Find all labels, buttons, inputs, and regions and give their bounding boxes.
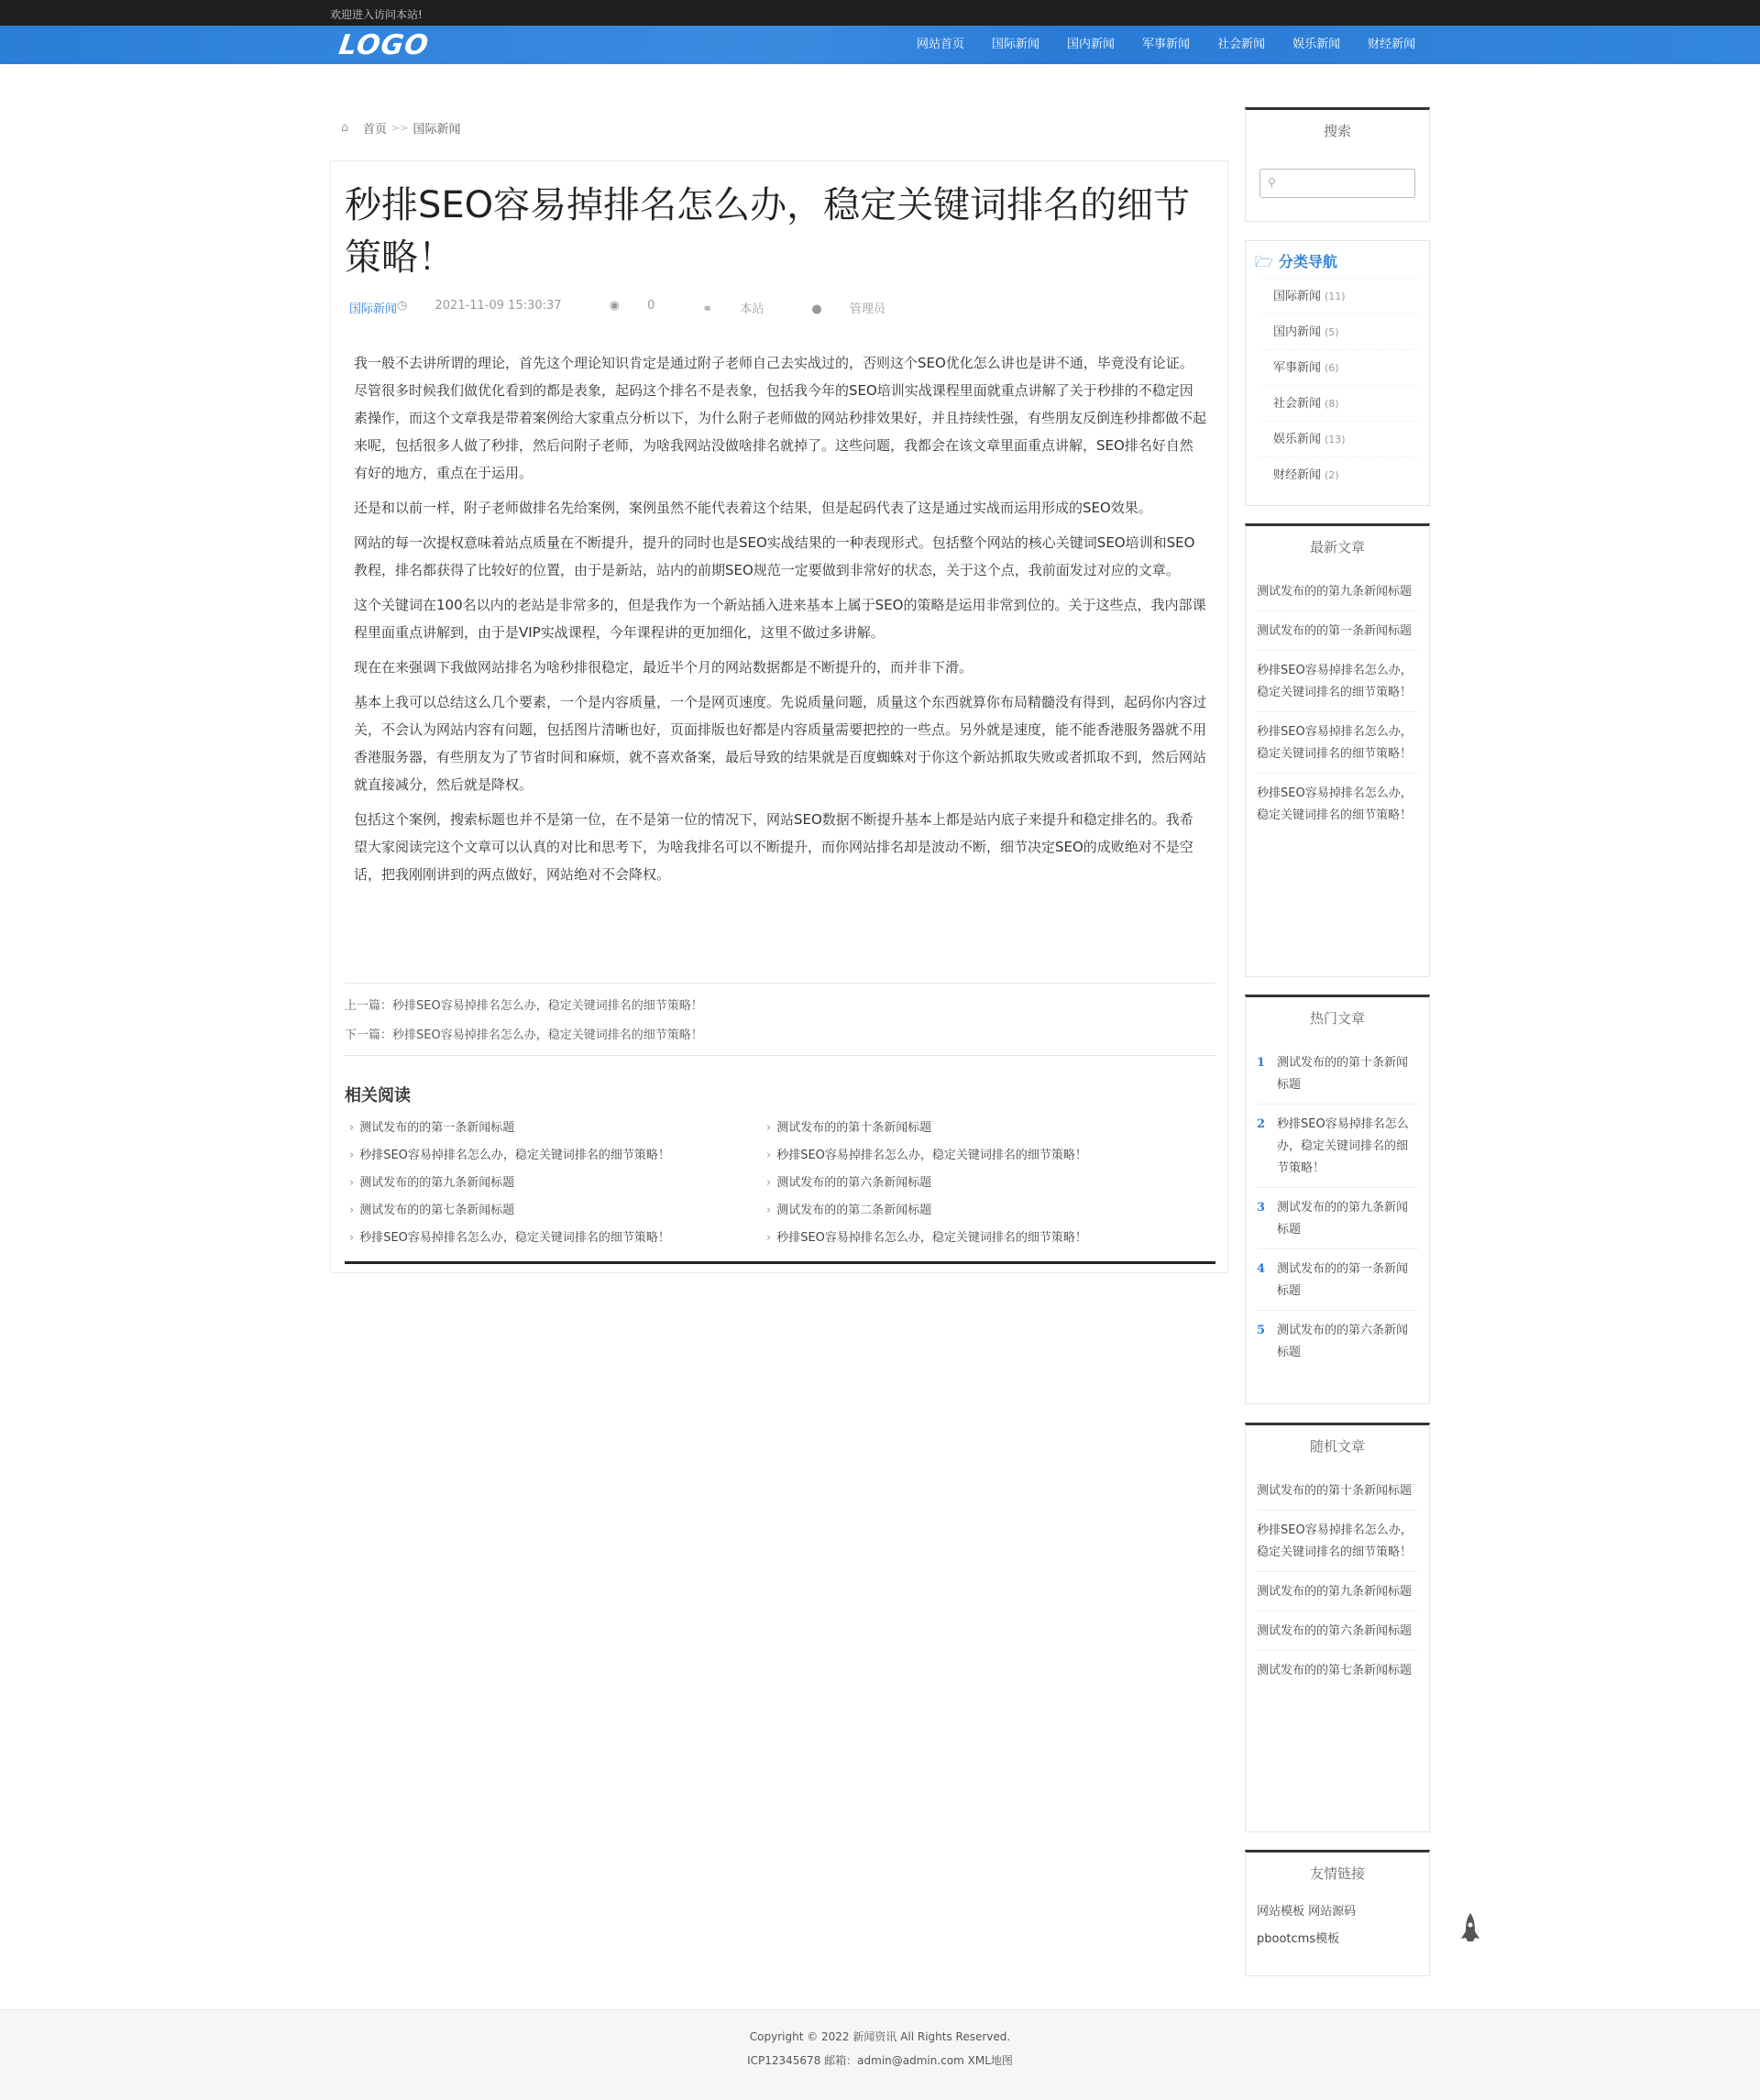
footer-copyright: Copyright © 2022 新闻资讯 All Rights Reserved.	[749, 2030, 1011, 2043]
hot-item-text: 测试发布的的第九条新闻标题	[1277, 1201, 1409, 1237]
latest-item[interactable]: 测试发布的的第一条新闻标题	[1257, 611, 1418, 651]
article-title: 秒排SEO容易掉排名怎么办，稳定关键词排名的细节策略！	[345, 184, 1191, 279]
article-author-value: 管理员	[849, 302, 886, 316]
category-count: (11)	[1325, 291, 1346, 302]
breadcrumb	[341, 119, 460, 137]
hot-item[interactable]	[1257, 1043, 1418, 1105]
category-label: 国际新闻	[1273, 290, 1322, 303]
related-item[interactable]: › 测试发布的的第一条新闻标题	[349, 1115, 766, 1142]
top-bar	[0, 0, 1760, 26]
latest-articles-widget	[1245, 523, 1430, 977]
next-article	[345, 1025, 703, 1042]
latest-item[interactable]: 测试发布的的第九条新闻标题	[1257, 572, 1418, 611]
breadcrumb-home[interactable]: 首页	[363, 123, 388, 137]
article-source-value: 本站	[740, 302, 764, 316]
hot-list	[1257, 1043, 1418, 1371]
latest-list	[1257, 572, 1418, 834]
rank-number: 3	[1257, 1201, 1266, 1215]
article-paragraph: 这个关键词在100名以内的老站是非常多的，但是我作为一个新站插入进来基本上属于SEO的策略是运用非常到位的。关于这些点，我内部课程里面重点讲解到，由于是VIP实战课程，今年课程讲的更加细化，这里不做过多讲解。	[354, 597, 1206, 641]
article-meta	[349, 299, 933, 316]
article-author	[811, 299, 909, 316]
breadcrumb-current[interactable]: 国际新闻	[412, 123, 461, 137]
category-label: 财经新闻	[1273, 468, 1322, 482]
prev-article	[345, 995, 703, 1013]
article-source	[702, 299, 787, 316]
article-body	[354, 349, 1206, 896]
category-list	[1260, 278, 1417, 492]
category-count: (5)	[1325, 326, 1339, 338]
latest-item[interactable]: 秒排SEO容易掉排名怎么办，稳定关键词排名的细节策略！	[1257, 786, 1413, 822]
random-item[interactable]: 测试发布的的第十条新闻标题	[1257, 1471, 1418, 1511]
divider	[345, 1055, 1216, 1056]
hot-item[interactable]	[1257, 1249, 1418, 1311]
search-widget	[1245, 107, 1430, 222]
article-panel	[330, 160, 1228, 1273]
category-label: 国内新闻	[1273, 325, 1322, 339]
main-navbar	[0, 26, 1760, 64]
related-item[interactable]: › 秒排SEO容易掉排名怎么办，稳定关键词排名的细节策略！	[349, 1142, 766, 1170]
hot-item-text: 测试发布的的第六条新闻标题	[1277, 1324, 1409, 1359]
friend-links-widget	[1245, 1850, 1430, 1976]
category-label: 社会新闻	[1273, 397, 1322, 411]
divider	[345, 983, 1216, 984]
article-paragraph: 还是和以前一样，附子老师做排名先给案例，案例虽然不能代表着这个结果，但是起码代表了这是通过实战而运用形成的SEO效果。	[354, 500, 1152, 516]
related-item[interactable]: › 秒排SEO容易掉排名怎么办，稳定关键词排名的细节策略！	[349, 1225, 766, 1252]
sitemap-link[interactable]: XML地图	[967, 2054, 1013, 2067]
nav-item-society[interactable]: 社会新闻	[1217, 38, 1266, 51]
article-paragraph: 包括这个案例，搜索标题也并不是第一位，在不是第一位的情况下，网站SEO数据不断提升基本上都是站内底子来提升和稳定排名的。我希望大家阅读完这个文章可以认真的对比和思考下，为啥我排名可以不断提升，而你网站排名却是波动不断，细节决定SEO的成败绝对不是空话，把我刚刚讲到的两点做好，网站绝对不会降权。	[354, 811, 1194, 883]
hot-articles-widget	[1245, 995, 1430, 1404]
rank-number: 4	[1257, 1262, 1266, 1276]
rank-number: 1	[1257, 1056, 1266, 1070]
footer-info	[0, 2052, 1760, 2068]
eye-icon: ◉	[609, 299, 620, 313]
category-item-society[interactable]	[1260, 385, 1417, 421]
related-list	[349, 1115, 1211, 1252]
footer	[0, 2009, 1760, 2100]
article-paragraph: 基本上我可以总结这么几个要素，一个是内容质量，一个是网页速度。先说质量问题，质量这个东西就算你布局精髓没有得到，起码你内容过关，不会认为网站内容有问题，包括图片清晰也好，页面排版也好都是内容质量需要把控的一些点。另外就是速度，能不能香港服务器就不用香港服务器，有些朋友为了节省时间和麻烦，就不喜欢备案，最后导致的结果就是百度蜘蛛对于你这个新站抓取失败或者抓取不到，然后网站就直接减分，然后就是降权。	[354, 694, 1207, 793]
random-item[interactable]: 测试发布的的第七条新闻标题	[1257, 1664, 1413, 1677]
article-date-value: 2021-11-09 15:30:37	[434, 299, 562, 313]
rank-number: 2	[1257, 1117, 1266, 1131]
latest-widget-title: 最新文章	[1309, 539, 1365, 555]
hot-item[interactable]	[1257, 1188, 1418, 1249]
latest-item[interactable]: 秒排SEO容易掉排名怎么办，稳定关键词排名的细节策略！	[1257, 651, 1418, 712]
category-count: (13)	[1325, 434, 1346, 445]
nav-item-entertainment[interactable]: 娱乐新闻	[1292, 38, 1341, 51]
article-category-link[interactable]: 国际新闻	[349, 302, 398, 316]
category-label: 军事新闻	[1273, 361, 1322, 375]
hot-item-text: 测试发布的的第十条新闻标题	[1277, 1056, 1409, 1092]
friend-link[interactable]: 网站模板	[1257, 1905, 1305, 1919]
prev-label: 上一篇：	[345, 999, 393, 1013]
related-item[interactable]: › 测试发布的的第二条新闻标题	[766, 1197, 1183, 1225]
footer-email: 邮箱：admin@admin.com	[824, 2054, 964, 2067]
hot-item-text: 秒排SEO容易掉排名怎么办，稳定关键词排名的细节策略！	[1277, 1117, 1409, 1175]
link-icon: ⚭	[702, 302, 713, 316]
search-widget-title: 搜索	[1323, 123, 1351, 139]
random-item[interactable]: 秒排SEO容易掉排名怎么办，稳定关键词排名的细节策略！	[1257, 1511, 1418, 1572]
related-item[interactable]: › 测试发布的的第七条新闻标题	[349, 1197, 766, 1225]
home-icon: ⌂	[341, 120, 349, 135]
nav-item-military[interactable]: 军事新闻	[1142, 38, 1191, 51]
back-to-top-rocket-icon[interactable]	[1458, 1911, 1483, 1946]
nav-item-international[interactable]: 国际新闻	[992, 38, 1040, 51]
icp-link[interactable]: ICP12345678	[747, 2054, 821, 2067]
category-nav-title: 分类导航	[1278, 253, 1337, 270]
links-list	[1257, 1898, 1418, 1953]
next-label: 下一篇：	[345, 1028, 393, 1042]
hot-item-text: 测试发布的的第一条新闻标题	[1277, 1262, 1409, 1298]
random-item[interactable]: 测试发布的的第九条新闻标题	[1257, 1572, 1418, 1611]
category-count: (8)	[1325, 398, 1339, 410]
related-item[interactable]: › 秒排SEO容易掉排名怎么办，稳定关键词排名的细节策略！	[766, 1225, 1183, 1252]
hot-widget-title: 热门文章	[1309, 1010, 1365, 1027]
clock-icon: ◷	[397, 299, 408, 313]
friend-link[interactable]: pbootcms模板	[1257, 1932, 1340, 1946]
friend-link[interactable]: 网站源码	[1308, 1905, 1357, 1919]
welcome-text: 欢迎进入访问本站!	[330, 8, 423, 21]
nav-item-domestic[interactable]: 国内新闻	[1067, 38, 1116, 51]
category-label: 娱乐新闻	[1273, 433, 1322, 446]
category-nav-widget	[1245, 240, 1430, 506]
search-box	[1260, 169, 1415, 198]
category-nav-header	[1255, 250, 1337, 277]
random-widget-title: 随机文章	[1309, 1438, 1365, 1455]
breadcrumb-separator: >>	[391, 122, 409, 134]
site-logo[interactable]: LOGO	[336, 29, 432, 61]
category-item-domestic[interactable]	[1260, 313, 1417, 349]
category-item-finance[interactable]	[1260, 456, 1417, 492]
prev-article-link[interactable]: 秒排SEO容易掉排名怎么办，稳定关键词排名的细节策略！	[392, 999, 703, 1013]
nav-item-home[interactable]: 网站首页	[917, 38, 965, 51]
folder-icon: 🗁	[1255, 253, 1273, 270]
related-item[interactable]: › 测试发布的的第六条新闻标题	[766, 1170, 1183, 1197]
category-count: (2)	[1325, 469, 1339, 481]
related-item[interactable]: › 测试发布的的第九条新闻标题	[349, 1170, 766, 1197]
nav-item-finance[interactable]: 财经新闻	[1368, 38, 1416, 51]
random-item[interactable]: 测试发布的的第六条新闻标题	[1257, 1611, 1418, 1651]
category-count: (6)	[1325, 362, 1339, 374]
next-article-link[interactable]: 秒排SEO容易掉排名怎么办，稳定关键词排名的细节策略！	[392, 1028, 703, 1042]
related-item[interactable]: › 秒排SEO容易掉排名怎么办，稳定关键词排名的细节策略！	[766, 1142, 1183, 1170]
rank-number: 5	[1257, 1324, 1266, 1337]
article-views-value: 0	[647, 299, 655, 313]
links-widget-title: 友情链接	[1309, 1865, 1365, 1882]
nav-menu	[903, 26, 1429, 64]
hot-item[interactable]	[1257, 1311, 1418, 1371]
user-icon: ●	[811, 302, 822, 316]
random-articles-widget	[1245, 1423, 1430, 1832]
article-bottom-bar	[345, 1261, 1216, 1264]
article-date	[397, 299, 586, 316]
category-item-entertainment[interactable]	[1260, 421, 1417, 456]
related-title: 相关阅读	[345, 1086, 411, 1105]
hot-item[interactable]	[1257, 1105, 1418, 1188]
article-paragraph: 网站的每一次提权意味着站点质量在不断提升，提升的同时也是SEO实战结果的一种表现形式。包括整个网站的核心关键词SEO培训和SEO教程，排名都获得了比较好的位置，由于是新站，站内的前期SEO规范一定要做到非常好的状态，关于这个点，我前面发过对应的文章。	[354, 534, 1195, 578]
related-item[interactable]: › 测试发布的的第十条新闻标题	[766, 1115, 1183, 1142]
article-paragraph: 我一般不去讲所谓的理论，首先这个理论知识肯定是通过附子老师自己去实战过的，否则这个SEO优化怎么讲也是讲不通，毕竟没有论证。尽管很多时候我们做优化看到的都是表象，起码这个排名不是表象，包括我今年的SEO培训实战课程里面就重点讲解了关于秒排的不稳定因素操作，而这个文章我是带着案例给大家重点分析以下，为什么附子老师做的网站秒排效果好，并且持续性强，有些朋友反倒连秒排都做不起来呢，包括很多人做了秒排，然后问附子老师，为啥我网站没做啥排名就掉了。这些问题，我都会在该文章里面重点讲解，SEO排名好自然有好的地方，重点在于运用。	[354, 355, 1207, 481]
category-item-military[interactable]	[1260, 349, 1417, 385]
search-icon: ⚲	[1268, 176, 1276, 189]
article-views	[610, 299, 679, 316]
random-list	[1257, 1471, 1418, 1689]
search-input[interactable]	[1283, 171, 1412, 195]
latest-item[interactable]: 秒排SEO容易掉排名怎么办，稳定关键词排名的细节策略！	[1257, 712, 1418, 774]
article-paragraph: 现在在来强调下我做网站排名为啥秒排很稳定，最近半个月的网站数据都是不断提升的，而并非下滑。	[354, 659, 974, 676]
category-item-international[interactable]	[1260, 278, 1417, 313]
